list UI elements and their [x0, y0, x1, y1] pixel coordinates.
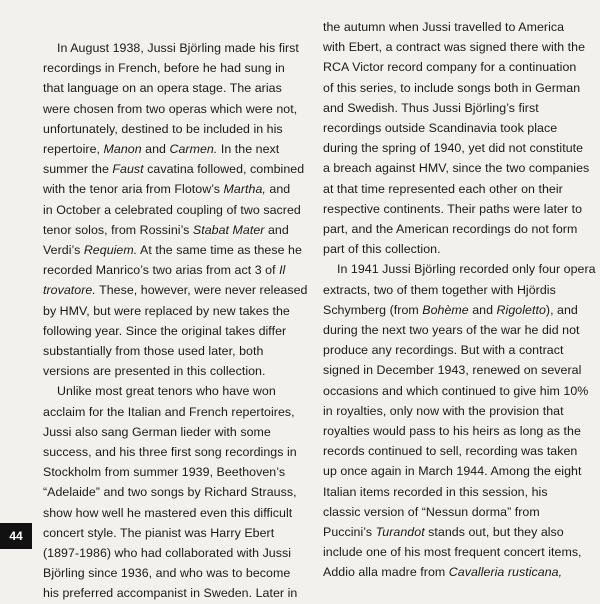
- text-run: up once again in March 1944. Among the eight: [323, 464, 582, 479]
- text-line: [43, 280, 308, 300]
- text-line: [323, 300, 589, 320]
- text-run: versions are presented in this collection.: [43, 364, 266, 379]
- text-run: include one of his most frequent concert items,: [323, 545, 582, 560]
- text-run: unfortunately, destined to be included in his: [43, 121, 283, 136]
- text-line: [43, 139, 303, 159]
- italic-title: Turandot: [375, 525, 425, 540]
- text-line: [43, 523, 303, 543]
- text-run: records continued to sell, recording was taken: [323, 444, 578, 459]
- italic-title: Martha,: [223, 182, 266, 197]
- text-line: [323, 360, 589, 380]
- text-run: part, and the American recordings do not form: [323, 222, 578, 237]
- paragraph: [323, 259, 596, 582]
- italic-title: Stabat Mater: [192, 222, 265, 237]
- text-run: recorded Manrico’s two arias from act 3 of: [43, 263, 280, 278]
- text-line: [323, 562, 589, 582]
- italic-title: Il: [279, 263, 286, 278]
- text-line: [323, 542, 589, 562]
- text-run: that language on an opera stage. The arias: [43, 81, 282, 96]
- text-run: extracts, two of them together with Hjördis: [323, 282, 556, 297]
- text-line: [43, 240, 303, 260]
- text-line: [323, 179, 589, 199]
- text-run: of this series, to include songs both in German: [323, 80, 581, 95]
- text-line: [323, 17, 589, 37]
- text-line: [323, 118, 589, 138]
- text-run: during the spring of 1940, yet did not constitute: [323, 141, 584, 156]
- text-line: [323, 320, 589, 340]
- italic-title: trovatore.: [43, 283, 96, 298]
- text-run: Jussi also sang German lieder with some: [43, 424, 271, 439]
- text-run: in royalties, only now with the provision that: [323, 403, 564, 418]
- text-run: and: [141, 142, 170, 157]
- text-line: [43, 78, 303, 98]
- text-run: classic version of “Nessun dorma” from: [323, 504, 540, 519]
- text-run: substantially from those used later, both: [43, 344, 264, 359]
- text-run: summer the: [43, 162, 113, 177]
- text-line: [43, 260, 303, 280]
- text-line: [43, 38, 303, 58]
- page-number: 44: [0, 523, 32, 549]
- text-line: [43, 200, 303, 220]
- text-run: Unlike most great tenors who have won: [57, 384, 276, 399]
- text-line: [43, 119, 303, 139]
- text-line: [43, 301, 303, 321]
- paragraph: [323, 17, 589, 259]
- italic-title: Carmen.: [169, 142, 218, 157]
- text-line: [323, 401, 589, 421]
- text-run: and: [265, 182, 291, 197]
- text-run: cavatina followed, combined: [143, 162, 305, 177]
- text-line: [323, 280, 589, 300]
- text-line: [323, 522, 589, 542]
- text-line: [323, 57, 589, 77]
- text-line: [323, 482, 589, 502]
- text-run: and Swedish. Thus Jussi Björling’s first: [323, 100, 539, 115]
- text-run: part of this collection.: [323, 242, 441, 257]
- italic-title: Rigoletto: [496, 302, 546, 317]
- text-run: stands out, but they also: [424, 525, 564, 540]
- text-run: royalties would pass to his heirs as long as the: [323, 424, 581, 439]
- text-line: [43, 462, 303, 482]
- text-line: [323, 199, 589, 219]
- text-run: following year. Since the original takes differ: [43, 323, 287, 338]
- text-run: At the same time as these he: [137, 243, 302, 258]
- text-run: acclaim for the Italian and French repertoires,: [43, 404, 295, 419]
- text-run: during the next two years of the war he did not: [323, 323, 580, 338]
- left-column: [43, 38, 308, 604]
- text-run: In the next: [217, 142, 280, 157]
- text-run: In 1941 Jussi Björling recorded only four opera: [337, 262, 596, 277]
- italic-title: Requiem.: [83, 243, 138, 258]
- text-line: [323, 502, 589, 522]
- italic-title: Bohème: [422, 302, 469, 317]
- text-run: at that time represented each other on their: [323, 181, 563, 196]
- text-line: [323, 421, 589, 441]
- text-run: the autumn when Jussi travelled to America: [323, 20, 565, 34]
- text-run: Verdi’s: [43, 243, 84, 258]
- text-run: concert style. The pianist was Harry Ebert: [43, 525, 275, 540]
- text-run: RCA Victor record company for a continuation: [323, 60, 577, 75]
- text-line: [323, 461, 589, 481]
- text-line: [43, 503, 303, 523]
- text-run: Puccini’s: [323, 525, 376, 540]
- text-run: recordings outside Scandinavia took place: [323, 121, 558, 136]
- text-line: [43, 543, 303, 563]
- text-line: [323, 98, 589, 118]
- paragraph: [43, 381, 303, 603]
- text-line: [323, 78, 589, 98]
- text-run: his preferred accompanist in Sweden. Later in: [43, 586, 298, 601]
- text-line: [43, 220, 303, 240]
- text-run: These, however, were never released: [95, 283, 308, 298]
- paragraph: [43, 38, 308, 381]
- right-column: [323, 17, 596, 583]
- text-run: Italian items recorded in this session, his: [323, 484, 548, 499]
- text-line: [43, 179, 303, 199]
- text-run: tenor solos, from Rossini’s: [43, 222, 193, 237]
- text-run: were chosen from two operas which were not,: [43, 101, 298, 116]
- text-run: Schymberg (from: [323, 302, 423, 317]
- text-line: [43, 99, 303, 119]
- text-run: produce any recordings. But with a contract: [323, 343, 564, 358]
- text-line: [43, 381, 303, 401]
- text-run: and: [468, 302, 497, 317]
- text-line: [323, 441, 589, 461]
- text-line: [43, 583, 303, 603]
- text-line: [323, 138, 589, 158]
- text-line: [323, 340, 589, 360]
- text-line: [43, 159, 303, 179]
- text-run: (1897-1986) who had collaborated with Jussi: [43, 546, 292, 561]
- text-line: [43, 422, 303, 442]
- text-line: [43, 321, 303, 341]
- text-run: in October a celebrated coupling of two sacred: [43, 202, 301, 217]
- text-run: In August 1938, Jussi Björling made his first: [57, 41, 299, 55]
- italic-title: Faust: [112, 162, 144, 177]
- text-run: and: [264, 222, 289, 237]
- text-line: [43, 58, 303, 78]
- text-run: by HMV, but were replaced by new takes the: [43, 303, 290, 318]
- text-line: [43, 361, 303, 381]
- text-run: show how well he mastered even this difficult: [43, 505, 293, 520]
- text-line: [323, 219, 589, 239]
- text-run: Björling since 1936, and who was to become: [43, 566, 291, 581]
- text-line: [43, 563, 303, 583]
- text-line: [43, 402, 303, 422]
- text-line: [43, 341, 303, 361]
- text-line: [323, 381, 589, 401]
- text-line: [43, 482, 303, 502]
- text-line: [323, 239, 589, 259]
- text-run: success, and his three first song recordings in: [43, 445, 297, 460]
- text-run: Stockholm from summer 1939, Beethoven’s: [43, 465, 286, 480]
- text-run: Addio alla madre from: [323, 565, 449, 580]
- text-run: a breach against HMV, since the two companies: [323, 161, 590, 176]
- text-run: with the tenor aria from Flotow’s: [43, 182, 224, 197]
- text-line: [323, 158, 589, 178]
- text-run: repertoire,: [43, 142, 104, 157]
- italic-title: Cavalleria rusticana,: [448, 565, 563, 580]
- text-line: [323, 37, 589, 57]
- text-line: [43, 442, 303, 462]
- text-run: “Adelaide” and two songs by Richard Strauss,: [43, 485, 297, 500]
- text-line: [323, 259, 596, 279]
- text-run: ), and: [545, 302, 578, 317]
- text-run: respective continents. Their paths were later to: [323, 201, 583, 216]
- text-run: signed in December 1943, renewed on several: [323, 363, 582, 378]
- text-run: recordings in French, before he had sung in: [43, 61, 285, 76]
- italic-title: Manon: [103, 142, 142, 157]
- text-run: occasions and which continued to give him 10%: [323, 383, 589, 398]
- text-run: with Ebert, a contract was signed there with the: [323, 40, 586, 55]
